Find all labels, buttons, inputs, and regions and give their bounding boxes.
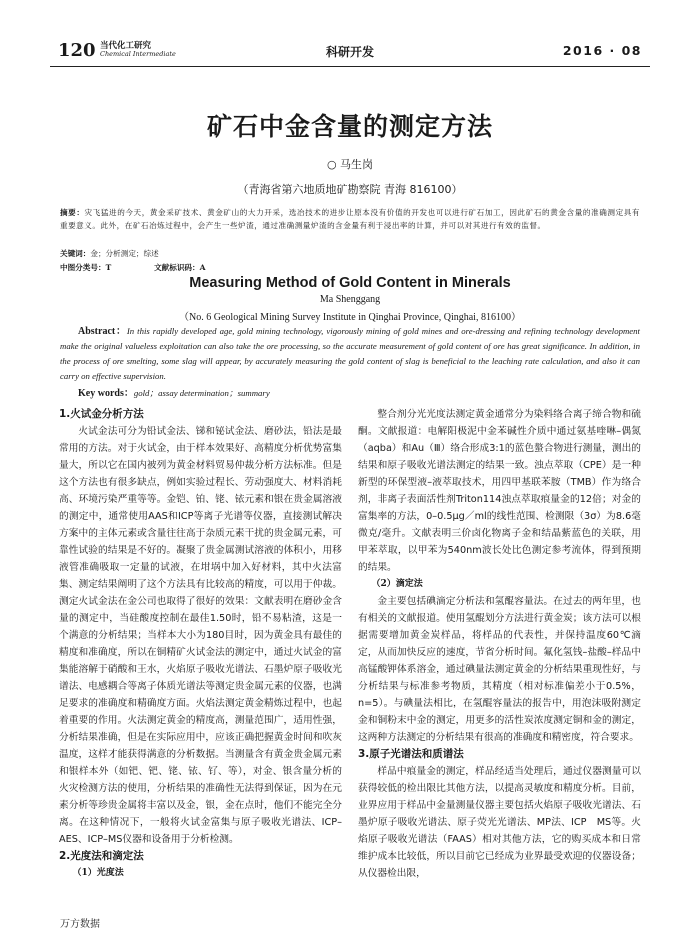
doc-value-cn: A — [199, 263, 206, 272]
abstract-label-en: Abstract： — [78, 326, 127, 337]
journal-name-cn: 当代化工研究 — [100, 41, 152, 51]
author-cn: ○ 马生岗 — [326, 158, 374, 171]
abstract-text-en: In this rapidly developed age, gold mining technology, vigorously mining of gold mines and ore-dressing and refining technology development make the original valueless exploitation can also take the ore processing, so the accurate measurement of gold content of ore has great significance. In addition, in the process of ore smelting, some slag will appear, by accurately measuring the gold content of slag is beneficial to the leaching rate calculation, and also it can carry on effective supervision. — [60, 326, 640, 381]
keywords-cn — [60, 248, 640, 259]
keywords-text-en: gold；assay determination；summary — [133, 388, 270, 398]
abstract-cn — [60, 206, 640, 232]
body-column-left — [59, 406, 342, 908]
abstract-label-cn: 摘要： — [60, 208, 85, 217]
body-column-right — [358, 406, 641, 908]
classification-line — [60, 262, 640, 273]
article-title-cn: 矿石中金含量的测定方法 — [206, 112, 493, 141]
doc-label-cn: 文献标识码： — [154, 263, 200, 272]
author-en: Ma Shenggang — [319, 294, 381, 305]
section-name: 科研开发 — [325, 45, 374, 59]
running-header — [50, 36, 650, 66]
abstract-en — [60, 324, 640, 384]
abstract-text-cn: 灾飞猛进的今天，黄金采矿技术、黄金矿山的大力开采，选冶技术的进步让原本没有价值的开发也可以进行矿石加工，因此矿石的黄金含量的准确测定具有重要意义。此外，在矿石冶炼过程中，会产生一些炉渣，通过准确测量炉渣的含金量有利于浸出率的计算，并可以对其进行有效的监督。 — [60, 208, 640, 230]
section-1-paragraph: 火试金法可分为铅试金法、锑和铋试金法、磨砂法，铅法是最常用的方法。对于火试金，由于样本效果好、高精度分析优势富集量大，所以它在国内被列为黄金材料贸易仲裁分析方法标准。但是这个方法也有很多缺点，例如实验过程长、劳动强度大、材料消耗高、环境污染严重等等。金铠、铂、铑、铱元素和银在贵金属溶液的测定中，通常使用AAS和ICP等离子光谱等仪器，直接测试解决方案中的主体元素或含量往往高于杂质元素干扰的贵金属元素，可靠性试验的结果是不好的。凝聚了贵金属测试溶液的体积小，用移液管准确吸取一定量的试液，在坩埚中加入好材料，其中火法富集、测定结果阐明了这个方法具有比较高的精度，可以用于仲裁。测定火试金法在金公司也取得了很好的效果：文献表明在磨砂金含量的测定中，当硅酸度控制在最佳1.50时，铅不易粘渣，这是一个满意的分析结果；当样本大小为180目时，因为黄金具有最佳的精度和准确度，所以在铜精矿火试金法的测定中，通过火试金的富集能溶解于硝酸和王水，火焰原子吸收光谱法、石墨炉原子吸收光谱法、电感耦合等离子体质光谱法等测定贵金属元素的仪器，也满足要求的准确度和精确度方面。火焰法测定黄金精炼过程中，也起着重要的作用。火法测定黄金的精度高，测量范围广，适用性强，分析结果准确，但是在实际应用中，应该正确把握黄金时间和吹灰温度，这样才能获得满意的分析数据。当测量含有黄金贵金属元素和银样本外（如钯、钯、铑、铱、钌、等），对金、银含量分析的火灾检测方法的使用，分析结果的准确性无法得到保证，因为在元素分析等珍贵金属将丰富以及金，银，金在点时，他们不能完全分离。在这种情况下，一般将火试金富集与原子吸收光谱法、ICP–AES、ICP–MS仪器和设备用于分析检测。 — [59, 426, 342, 845]
section-2-heading: 2.光度法和滴定法 — [59, 850, 144, 862]
subsection-2-2-paragraph: 金主要包括碘滴定分析法和氢醌容量法。在过去的两年里，也有相关的文献报道。使用氢醌划分方法进行黄金炭；该方法可以根据需要增加黄金炭样品，将样品的代表性，并保持温度60℃滴定，从而加快反应的速度，节省分析时间。氟化氢钱–盐酸–样品中高锰酸钾体系溶金，通过碘量法测定黄金的分析结果重现性好，与分析结果与标准参考物质，其精度（相对标准偏差小于0.5%，n=5）。与碘量法相比，在氢醌容量法的报告中，用泡沫吸附测定金和铜粉末中金的测定，用更多的活性炭浓度测定铜和金的测定，这两种方法测定的分析结果有很高的准确度和精密度，符合要求。 — [358, 596, 641, 743]
article-title-en: Measuring Method of Gold Content in Minerals — [189, 275, 511, 291]
class-label-cn: 中图分类号： — [60, 263, 106, 272]
issue-date: 2016 · 08 — [562, 43, 642, 58]
header-rule — [50, 66, 650, 67]
affiliation-en: （No. 6 Geological Mining Survey Institute in Qinghai Province, Qinghai, 816100） — [179, 312, 521, 323]
section-1-heading: 1.火试金分析方法 — [59, 408, 144, 420]
affiliation-cn: （青海省第六地质地矿勘察院 青海 816100） — [237, 183, 463, 196]
section-3-heading: 3.原子光谱法和质谱法 — [358, 748, 464, 760]
journal-name-en: Chemical Intermediate — [100, 49, 176, 58]
keywords-label-en: Key words： — [78, 388, 134, 399]
class-value-cn: T — [105, 263, 112, 272]
section-3-paragraph: 样品中痕量金的测定，样品经适当处理后，通过仪器测量可以获得较低的检出限比其他方法，以提高灵敏度和精度分析。目前，业界应用于样品中金量测量仪器主要包括火焰原子吸收光谱法、石墨炉原子吸收光谱法、原子荧光光谱法、MP法、ICP MS等。火焰原子吸收光谱法（FAAS）相对其他方法，它的购买成本和日常维护成本比较低，所以目前它已经成为业界最受欢迎的仪器设备；从仪器检出限， — [358, 766, 641, 879]
keywords-text-cn: 金；分析测定；综述 — [90, 249, 159, 258]
footer-source: 万方数据 — [60, 919, 100, 930]
subsection-2-2-heading: （2）滴定法 — [371, 579, 423, 589]
keywords-label-cn: 关键词： — [60, 249, 91, 258]
keywords-en — [78, 384, 640, 399]
subsection-2-1-paragraph: 整合剂分光光度法测定黄金通常分为染料络合离子缔合物和硫酮。文献报道：电解阳极泥中金苯碱性介质中通过氨基喹啉–偶氮（aqba）和Au（Ⅲ）络合形成3:1的蓝色螯合物进行测量，测出的结果和原子吸收光谱法测定的结果一致。浊点萃取（CPE）是一种新型的环保型液–液萃取技术，用四甲基联苯胺（TMB）作为络合剂，非离子表面活性剂Triton114浊点萃取痕量金的12倍；对金的富集率的方法，0–0.5μg／ml的线性范围、检测限（3σ）为8.6毫微克/毫升。文献表明三价卤化物离子金和结晶紫蓝色的关联，用甲苯萃取，以甲苯为540nm波长处比色测定参考流体，得到预期的结果。 — [358, 409, 641, 573]
subsection-2-1-heading: （1）光度法 — [72, 868, 124, 878]
page-number: 120 — [58, 40, 96, 61]
